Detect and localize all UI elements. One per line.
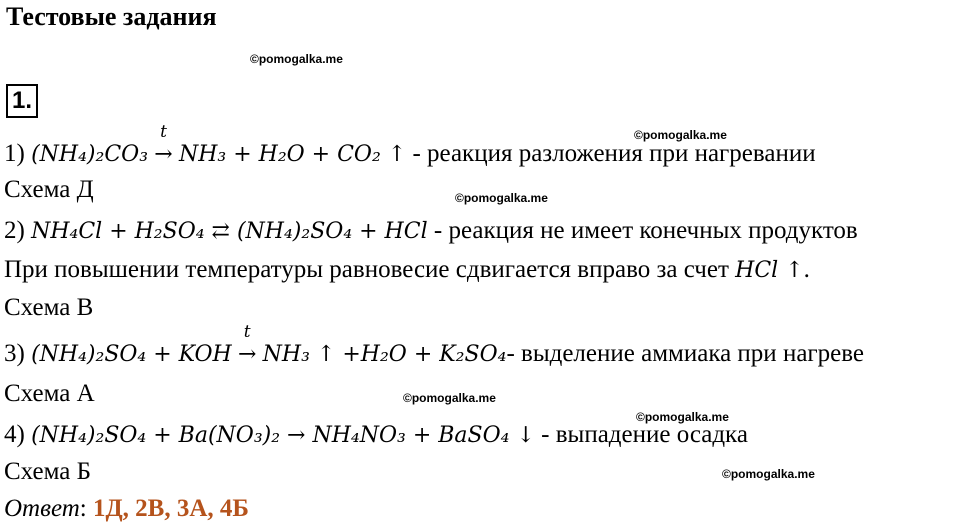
watermark: ©pomogalka.me — [250, 52, 343, 66]
equation: NH₄Cl + H₂SO₄ ⇄ (NH₄)₂SO₄ + HCl — [31, 219, 428, 244]
equation-right: NH₃ ↑ +H₂O + K₂SO₄ — [262, 342, 507, 367]
equation: (NH₄)₂SO₄ + Ba(NO₃)₂ → NH₄NO₃ + BaSO₄ ↓ — [31, 423, 535, 448]
reaction-line-4 — [4, 421, 748, 449]
heat-arrow: t → — [154, 122, 173, 167]
item-prefix: 2) — [4, 217, 32, 244]
note-text: При повышении температуры равновесие сдвигается вправо за счет — [4, 256, 736, 283]
equation-right: NH₃ + H₂O + CO₂ ↑ — [178, 142, 407, 167]
note-formula: HCl ↑ — [735, 258, 804, 283]
reaction-line-3 — [4, 322, 865, 368]
answer-label: Ответ — [4, 495, 80, 522]
arrow-label: t — [160, 122, 167, 142]
answer-value: 1Д, 2В, 3А, 4Б — [92, 495, 249, 522]
reaction-description: - реакция не имеет конечных продуктов — [427, 217, 858, 244]
reaction-line-2 — [4, 217, 858, 245]
task-number: 1. — [6, 84, 38, 118]
arrow-label: t — [243, 322, 251, 342]
answer-colon: : — [79, 495, 93, 522]
reaction-description: - реакция разложения при нагревании — [406, 140, 816, 167]
reaction-description: - выпадение осадка — [534, 421, 748, 448]
item-prefix: 1) — [4, 140, 32, 167]
equilibrium-note — [4, 256, 810, 284]
watermark: ©pomogalka.me — [722, 467, 815, 481]
equation-left: (NH₄)₂SO₄ + KOH — [31, 342, 232, 367]
scheme-label: Схема В — [4, 294, 94, 321]
watermark: ©pomogalka.me — [403, 391, 496, 405]
page-title: Тестовые задания — [6, 2, 217, 31]
scheme-label: Схема Д — [4, 176, 94, 203]
watermark: ©pomogalka.me — [634, 128, 727, 142]
answer-line — [4, 495, 249, 523]
watermark: ©pomogalka.me — [455, 191, 548, 205]
item-prefix: 4) — [4, 421, 32, 448]
scheme-label: Схема А — [4, 380, 95, 407]
note-end: . — [803, 256, 810, 283]
item-prefix: 3) — [4, 340, 32, 367]
scheme-label: Схема Б — [4, 458, 91, 485]
watermark: ©pomogalka.me — [636, 410, 729, 424]
reaction-description: - выделение аммиака при нагреве — [506, 340, 865, 367]
heat-arrow: t → — [237, 322, 257, 367]
equation-left: (NH₄)₂CO₃ — [31, 142, 149, 167]
